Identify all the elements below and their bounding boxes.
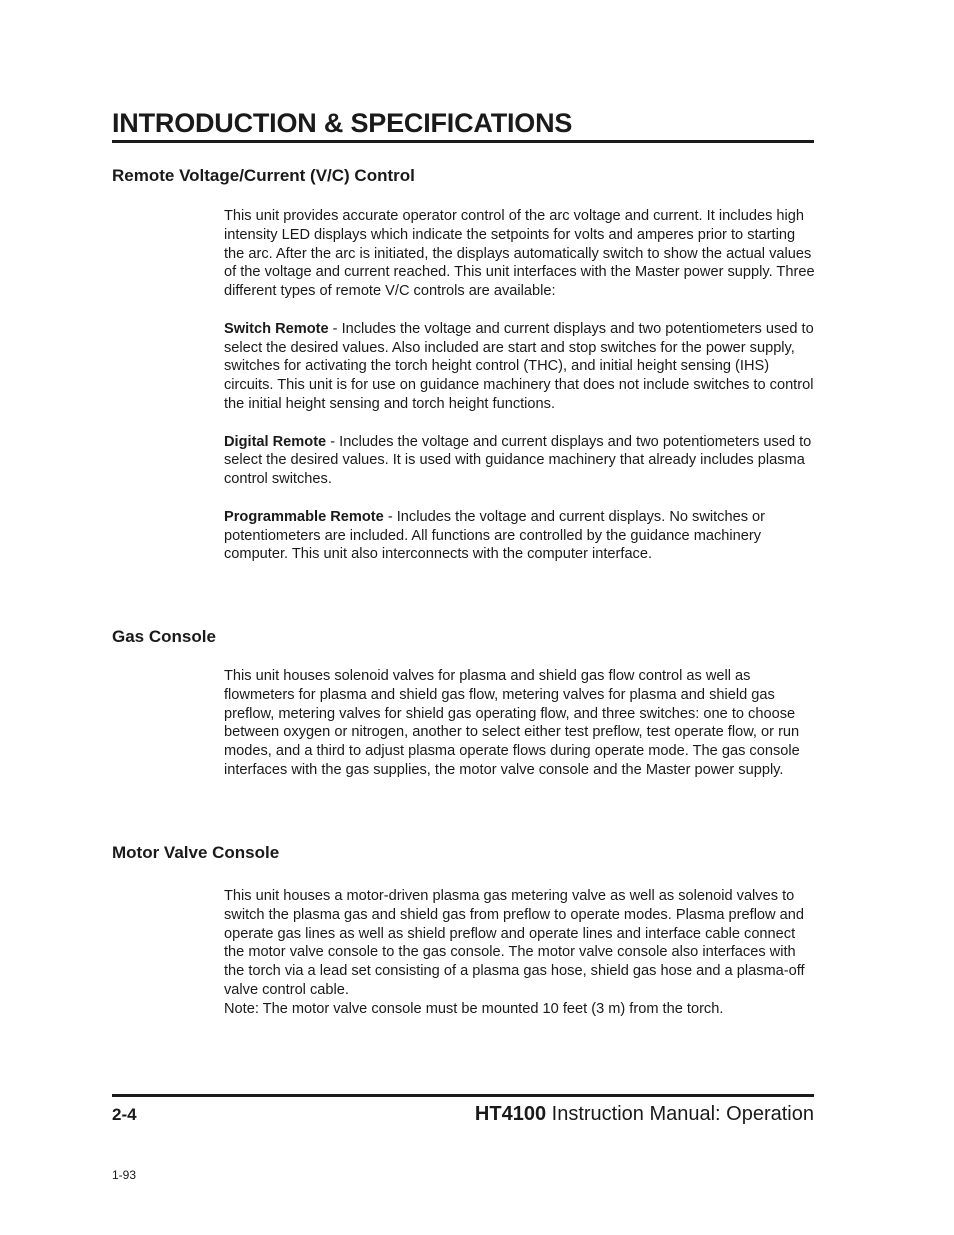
programmable-remote-term: Programmable Remote	[224, 508, 384, 525]
motor-valve-console-body	[224, 887, 816, 1019]
manual-title-text: Instruction Manual: Operation	[546, 1103, 814, 1125]
manual-model: HT4100	[474, 1103, 547, 1125]
switch-remote-paragraph	[224, 320, 816, 414]
programmable-remote-paragraph	[224, 508, 816, 564]
digital-remote-term: Digital Remote	[224, 433, 327, 450]
remote-vc-body	[224, 207, 816, 564]
switch-remote-term: Switch Remote	[224, 320, 329, 337]
gas-console-body	[224, 667, 816, 780]
revision-code: 1-93	[112, 1168, 137, 1182]
motor-valve-console-paragraph: This unit houses a motor-driven plasma gas metering valve as well as solenoid valves to switch the plasma gas and shield gas from preflow to operate modes. Plasma preflow and operate gas lines as well as shield preflow and operate lines and interface cable connect the motor valve console to the gas console. The motor valve console also interfaces with the torch via a lead set consisting of a plasma gas hose, shield gas hose and a plasma-off valve control cable.	[224, 888, 805, 998]
motor-valve-console-note: Note: The motor valve console must be mounted 10 feet (3 m) from the torch.	[224, 1000, 724, 1017]
digital-remote-paragraph	[224, 433, 816, 489]
remote-vc-intro-paragraph: This unit provides accurate operator control of the arc voltage and current. It includes high intensity LED displays which indicate the setpoints for volts and amperes prior to starting the arc. After the arc is initiated, the displays automatically switch to show the actual values of the voltage and current reached. This unit interfaces with the Master power supply. Three different types of remote V/C controls are available:	[224, 208, 815, 300]
title-divider	[112, 140, 814, 143]
programmable-remote-description: - Includes the voltage and current displays. No switches or potentiometers are included. All functions are controlled by the guidance machinery computer. This unit also interconnects with the computer interface.	[224, 508, 766, 563]
page-title: INTRODUCTION & SPECIFICATIONS	[112, 108, 573, 138]
digital-remote-description: - Includes the voltage and current displays and two potentiometers used to select the desired values. It is used with guidance machinery that already includes plasma control switches.	[224, 433, 812, 488]
footer-divider	[112, 1094, 814, 1097]
section-heading-gas-console: Gas Console	[112, 627, 216, 646]
switch-remote-description: - Includes the voltage and current displays and two potentiometers used to select the desired values. Also included are start and stop switches for the power supply, switches for activating the torch height control (THC), and initial height sensing (IHS) circuits. This unit is for use on guidance machinery that does not include switches to control the initial height sensing and torch height functions.	[224, 320, 814, 412]
manual-title	[475, 1101, 814, 1127]
section-heading-remote-vc-control: Remote Voltage/Current (V/C) Control	[112, 166, 415, 185]
gas-console-paragraph: This unit houses solenoid valves for plasma and shield gas flow control as well as flowmeters for plasma and shield gas flow, metering valves for plasma and shield gas preflow, metering valves for shield gas operating flow, and three switches: one to choose between oxygen or nitrogen, another to select either test preflow, test operate flow, or run modes, and a third to adjust plasma operate flows during operate mode. The gas console interfaces with the gas supplies, the motor valve console and the Master power supply.	[224, 668, 800, 778]
section-heading-motor-valve-console: Motor Valve Console	[112, 843, 280, 862]
page-number: 2-4	[112, 1105, 137, 1124]
